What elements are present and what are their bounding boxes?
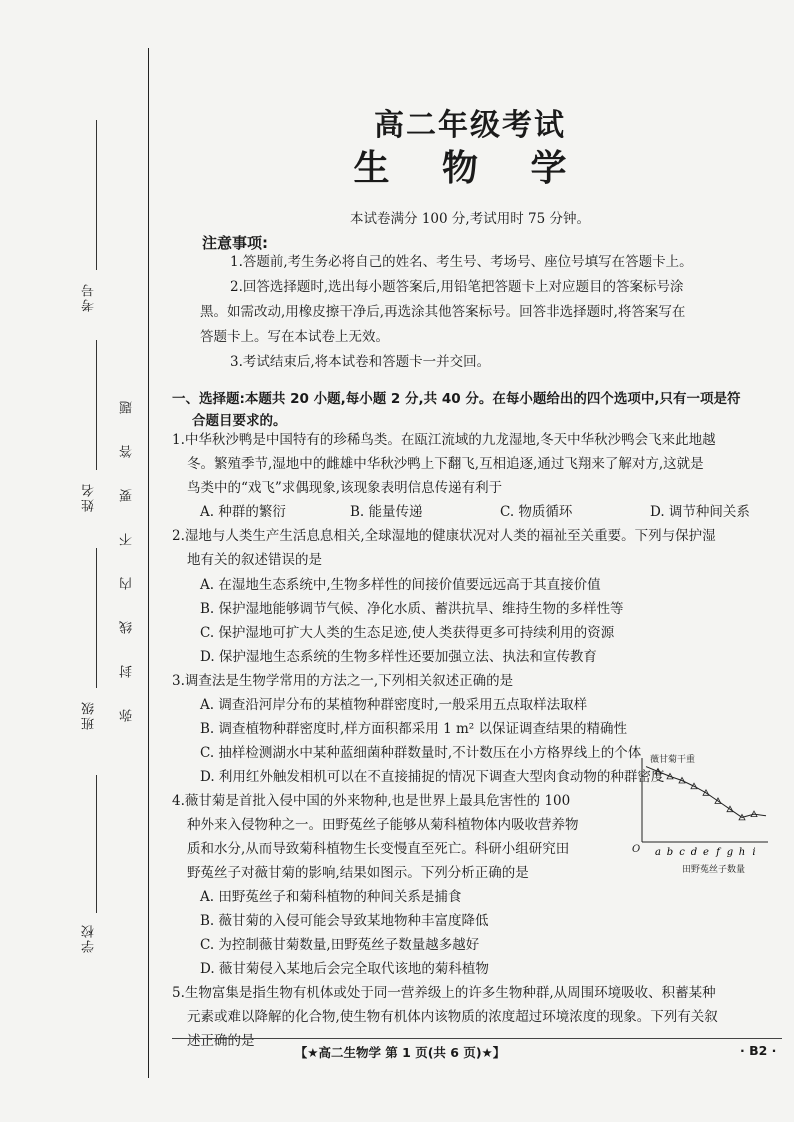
chart-tick-label: c: [679, 847, 685, 858]
question-line: 3.调查法是生物学常用的方法之一,下列相关叙述正确的是: [172, 673, 514, 689]
option-a: A. 调查沿河岸分布的某植物种群密度时,一般采用五点取样法取样: [200, 697, 588, 713]
chart-xlabel: 田野菟丝子数量: [682, 865, 746, 875]
option-c: C. 抽样检测湖水中某种蓝细菌种群数量时,不计数压在小方格界线上的个体: [200, 745, 642, 761]
question-line: 4.薇甘菊是首批入侵中国的外来物种,也是世界上最具危害性的 100: [172, 793, 571, 809]
school-label: 学校: [82, 923, 97, 953]
notice-line: 2.回答选择题时,选出每小题答案后,用铅笔把答题卡上对应题目的答案标号涂: [230, 279, 684, 295]
question-4: [172, 789, 632, 885]
chart-ylabel: 薇甘菊干重: [650, 755, 696, 765]
question-line: 述正确的是: [187, 1033, 255, 1049]
notice-line: 黑。如需改动,用橡皮擦干净后,再选涂其他答案标号。回答非选择题时,将答案写在: [200, 304, 686, 320]
chart-tick-label: e: [703, 847, 709, 858]
chart-tick-label: h: [738, 847, 746, 858]
option-b: B. 调查植物种群密度时,样方面积都采用 1 m² 以保证调查结果的精确性: [200, 721, 627, 737]
chart-tick-label: a: [655, 847, 661, 858]
exam-title: 高二年级考试: [374, 108, 566, 143]
question-line: 2.湿地与人类生产生活息息相关,全球湿地的健康状况对人类的福祉至关重要。下列与保护湿: [172, 528, 716, 544]
exam-info: 本试卷满分 100 分,考试用时 75 分钟。: [350, 211, 590, 227]
option-b: B. 薇甘菊的入侵可能会导致某地物种丰富度降低: [200, 913, 489, 929]
chart-plot: [630, 754, 780, 864]
option-d: D. 薇甘菊侵入某地后会完全取代该地的菊科植物: [200, 961, 489, 977]
question-line: 鸟类中的“戏飞”求偶现象,该现象表明信息传递有利于: [187, 480, 503, 496]
option-a: A. 在湿地生态系统中,生物多样性的间接价值要远远高于其直接价值: [200, 577, 601, 593]
question-line: 冬。繁殖季节,湿地中的雌雄中华秋沙鸭上下翻飞,互相追逐,通过飞翔来了解对方,这就是: [187, 456, 704, 472]
name-underline: [96, 340, 97, 470]
question-line: 质和水分,从而导致菊科植物生长变慢直至死亡。科研小组研究田: [187, 841, 570, 857]
chart-tick-label: g: [726, 847, 734, 858]
chart-tick-label: i: [752, 847, 756, 858]
question-line: 种外来入侵物种之一。田野菟丝子能够从菊科植物体内吸收营养物: [187, 817, 579, 833]
question-3: [172, 669, 782, 693]
option-b: B. 保护湿地能够调节气候、净化水质、蓄洪抗旱、维持生物的多样性等: [200, 601, 624, 617]
option-d: D. 保护湿地生态系统的生物多样性还要加强立法、执法和宣传教育: [200, 649, 597, 665]
class-label: 班级: [82, 700, 97, 730]
chart-tick-label: f: [716, 847, 720, 858]
option-a: A. 种群的繁衍: [200, 504, 286, 520]
chart-tick-label: b: [666, 847, 674, 858]
school-underline: [96, 775, 97, 913]
option-c: C. 物质循环: [500, 504, 573, 520]
paper-code: · B2 ·: [740, 1043, 777, 1058]
option-d: D. 利用红外触发相机可以在不直接捕捉的情况下调查大型肉食动物的种群密度: [200, 769, 665, 785]
page-footer: 【★高二生物学 第 1 页(共 6 页)★】: [294, 1045, 506, 1060]
option-d: D. 调节种间关系: [650, 504, 750, 520]
option-b: B. 能量传递: [350, 504, 423, 520]
binding-line: [148, 48, 149, 1078]
exam-no-label: 考号: [82, 282, 97, 312]
question-line: 元素或难以降解的化合物,使生物有机体内该物质的浓度超过环境浓度的现象。下列有关叙: [187, 1009, 718, 1025]
question-line: 5.生物富集是指生物有机体或处于同一营养级上的许多生物种群,从周围环境吸收、积蓄某种: [172, 985, 716, 1001]
option-c: C. 为控制薇甘菊数量,田野菟丝子数量越多越好: [200, 937, 480, 953]
notice-item: [200, 250, 760, 375]
question-line: 地有关的叙述错误的是: [187, 552, 322, 568]
section-heading: [172, 388, 782, 432]
notice-line: 1.答题前,考生务必将自己的姓名、考生号、考场号、座位号填写在答题卡上。: [230, 254, 693, 270]
chart-tick-label: d: [690, 847, 698, 858]
class-underline: [96, 548, 97, 688]
subject-title: 生 物 学: [353, 148, 587, 189]
notice-line: 3.考试结束后,将本试卷和答题卡一并交回。: [230, 354, 491, 370]
section-heading-line: 合题目要求的。: [192, 413, 287, 429]
footer-rule: [172, 1038, 782, 1039]
question-line: 野菟丝子对薇甘菊的影响,结果如图示。下列分析正确的是: [187, 865, 529, 881]
option-a: A. 田野菟丝子和菊科植物的种间关系是捕食: [200, 889, 462, 905]
question-1: [172, 428, 782, 500]
seal-warning: 弥封线内不要答题: [120, 370, 135, 722]
option-c: C. 保护湿地可扩大人类的生态足迹,使人类获得更多可持续利用的资源: [200, 625, 615, 641]
dry-weight-chart: [630, 754, 780, 879]
name-label: 姓名: [82, 482, 97, 512]
question-2: [172, 524, 782, 572]
chart-origin: O: [632, 844, 641, 855]
question-line: 1.中华秋沙鸭是中国特有的珍稀鸟类。在瓯江流域的九龙湿地,冬天中华秋沙鸭会飞来此地越: [172, 432, 716, 448]
section-heading-line: 一、选择题:本题共 20 小题,每小题 2 分,共 40 分。在每小题给出的四个选项中,只有一项是符: [172, 391, 741, 407]
notice-heading: 注意事项:: [202, 234, 268, 252]
notice-line: 答题卡上。写在本试卷上无效。: [200, 329, 389, 345]
chart-series-line: [646, 767, 766, 818]
